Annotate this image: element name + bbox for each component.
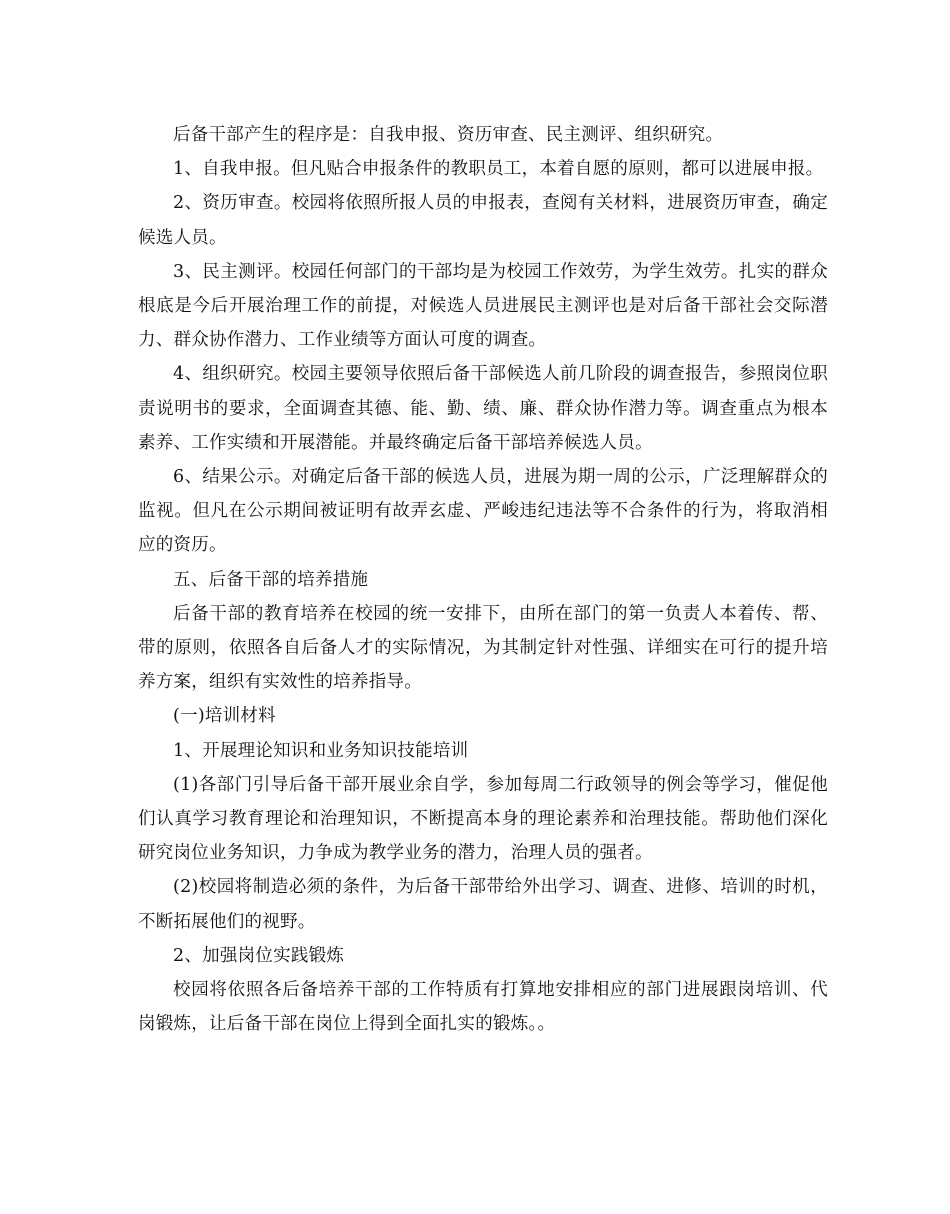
paragraph-procedure-intro: 后备干部产生的程序是：自我申报、资历审查、民主测评、组织研究。: [173, 125, 724, 145]
document-body: [138, 118, 828, 1041]
item-heading-knowledge-training: 1、开展理论知识和业务知识技能培训: [173, 740, 469, 761]
paragraph-external-learning: (2)校园将制造必须的条件，为后备干部带给外出学习、调查、进修、培训的时机，不断拓展他们的视野。: [138, 877, 828, 932]
paragraph-job-rotation: 校园将依照各后备培养干部的工作特质有打算地安排相应的部门进展跟岗培训、代岗锻炼，让后备干部在岗位上得到全面扎实的锻炼。。: [138, 980, 828, 1035]
paragraph-qualification-review: 2、资历审查。校园将依照所报人员的申报表，查阅有关材料，进展资历审查，确定候选人员。: [138, 193, 828, 248]
item-heading-practice: 2、加强岗位实践锻炼: [173, 945, 345, 966]
paragraph-self-declaration: 1、自我申报。但凡贴合申报条件的教职员工，本着自愿的原则，都可以进展申报。: [173, 159, 824, 180]
paragraph-democratic-evaluation: 3、民主测评。校园任何部门的干部均是为校园工作效劳，为学生效劳。扎实的群众根底是今后开展治理工作的前提，对候选人员进展民主测评也是对后备干部社会交际潜力、群众协作潜力、工作业绩等方面认可度的调查。: [138, 261, 828, 351]
paragraph-organization-study: 4、组织研究。校园主要领导依照后备干部候选人前几阶段的调查报告，参照岗位职责说明书的要求，全面调查其德、能、勤、绩、廉、群众协作潜力等。调查重点为根本素养、工作实绩和开展潜能。并最终确定后备干部培养候选人员。: [138, 364, 828, 453]
subsection-heading-training-materials: (一)培训材料: [173, 706, 276, 727]
section-heading-training-measures: 五、后备干部的培养措施: [173, 569, 369, 590]
paragraph-self-study: (1)各部门引导后备干部开展业余自学，参加每周二行政领导的例会等学习，催促他们认真学习教育理论和治理知识，不断提高本身的理论素养和治理技能。帮助他们深化研究岗位业务知识，力争成为教学业务的潜力，治理人员的强者。: [138, 774, 828, 864]
paragraph-training-overview: 后备干部的教育培养在校园的统一安排下，由所在部门的第一负责人本着传、帮、带的原则，依照各自后备人才的实际情况，为其制定针对性强、详细实在可行的提升培养方案，组织有实效性的培养指导。: [138, 603, 828, 693]
paragraph-result-publicity: 6、结果公示。对确定后备干部的候选人员，进展为期一周的公示，广泛理解群众的监视。但凡在公示期间被证明有故弄玄虚、严峻违纪违法等不合条件的行为，将取消相应的资历。: [138, 467, 828, 556]
